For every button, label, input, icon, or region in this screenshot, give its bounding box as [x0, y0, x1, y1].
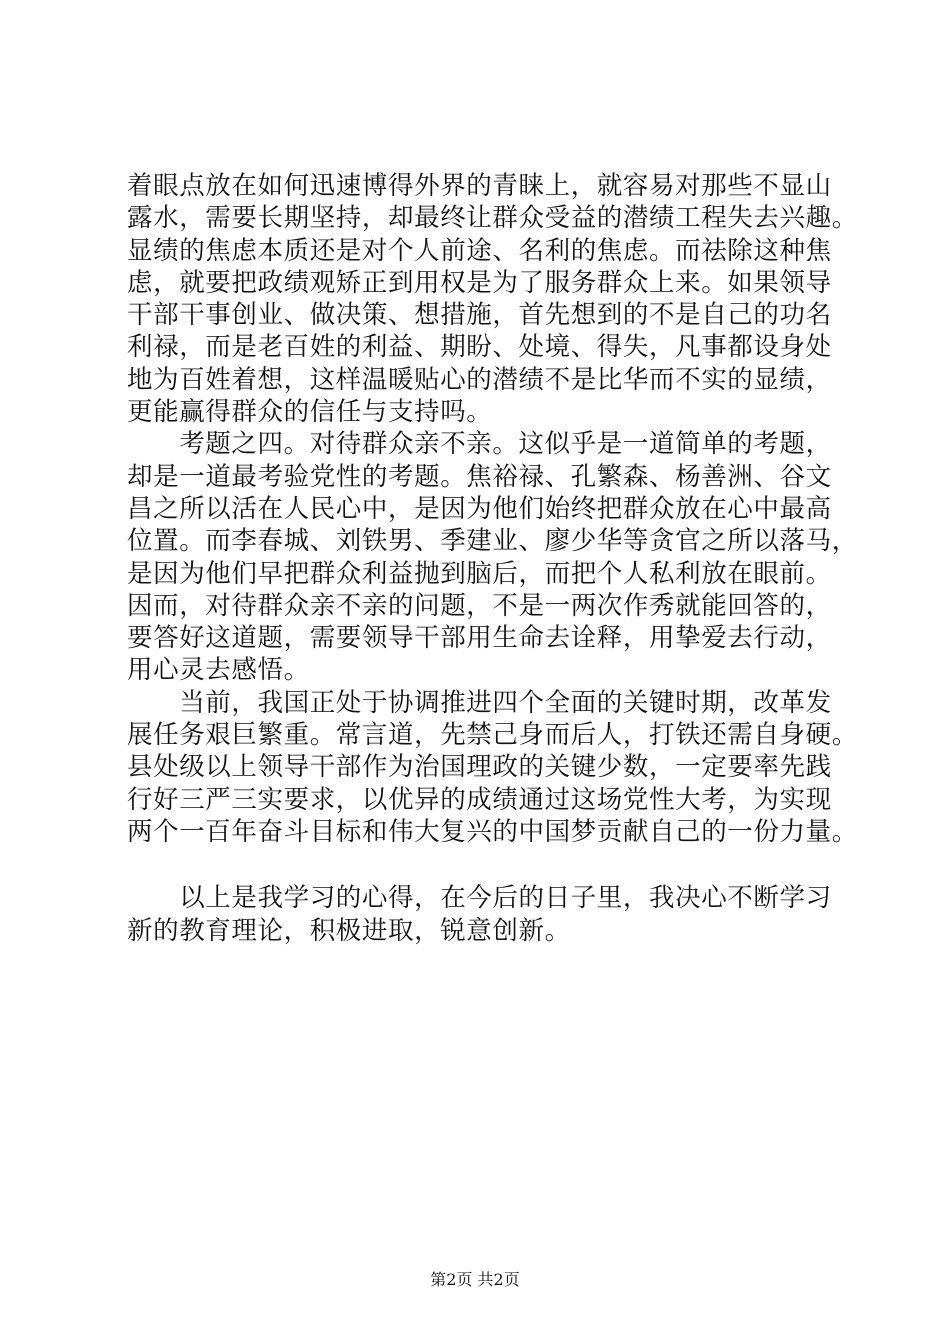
page-indicator: 第2页 共2页	[430, 1270, 520, 1289]
text-line: 两个一百年奋斗目标和伟大复兴的中国梦贡献自己的一份力量。	[127, 816, 858, 847]
text-line: 是因为他们早把群众利益抛到脑后，而把个人私利放在眼前。	[127, 558, 832, 589]
text-line: 县处级以上领导干部作为治国理政的关键少数，一定要率先践	[127, 752, 832, 783]
paragraph-2	[127, 428, 857, 686]
text-line: 虑，就要把政绩观矫正到用权是为了服务群众上来。如果领导	[127, 267, 832, 298]
text-line: 着眼点放在如何迅速博得外界的青睐上，就容易对那些不显山	[127, 171, 832, 201]
text-line: 用心灵去感悟。	[127, 655, 310, 686]
text-line: 新的教育理论，积极进取，锐意创新。	[127, 915, 571, 946]
document-body	[127, 170, 857, 947]
text-line: 展任务艰巨繁重。常言道，先禁己身而后人，打铁还需自身硬。	[127, 720, 858, 751]
paragraph-4	[127, 882, 857, 947]
text-line: 地为百姓着想，这样温暖贴心的潜绩不是比华而不实的显绩，	[127, 364, 832, 395]
paragraph-spacer	[127, 848, 857, 882]
text-line: 昌之所以活在人民心中，是因为他们始终把群众放在心中最高	[127, 493, 832, 524]
text-line: 更能赢得群众的信任与支持吗。	[127, 397, 493, 428]
text-line: 利禄，而是老百姓的利益、期盼、处境、得失，凡事都设身处	[127, 332, 832, 363]
text-line: 行好三严三实要求，以优异的成绩通过这场党性大考，为实现	[127, 784, 832, 815]
page-footer	[0, 1270, 950, 1290]
text-line: 却是一道最考验党性的考题。焦裕禄、孔繁森、杨善洲、谷文	[127, 461, 832, 492]
text-line: 以上是我学习的心得，在今后的日子里，我决心不断学习	[127, 883, 832, 914]
paragraph-1	[127, 170, 857, 428]
text-line: 因而，对待群众亲不亲的问题，不是一两次作秀就能回答的，	[127, 590, 832, 621]
paragraph-3	[127, 687, 857, 848]
text-line: 露水，需要长期坚持，却最终让群众受益的潜绩工程失去兴趣。	[127, 203, 858, 234]
text-line: 干部干事创业、做决策、想措施，首先想到的不是自己的功名	[127, 300, 832, 331]
text-line: 要答好这道题，需要领导干部用生命去诠释，用挚爱去行动，	[127, 623, 832, 654]
text-line: 位置。而李春城、刘铁男、季建业、廖少华等贪官之所以落马，	[127, 526, 858, 557]
text-line: 考题之四。对待群众亲不亲。这似乎是一道简单的考题，	[127, 429, 832, 460]
text-line: 当前，我国正处于协调推进四个全面的关键时期，改革发	[127, 687, 832, 718]
text-line: 显绩的焦虑本质还是对个人前途、名利的焦虑。而祛除这种焦	[127, 235, 832, 266]
